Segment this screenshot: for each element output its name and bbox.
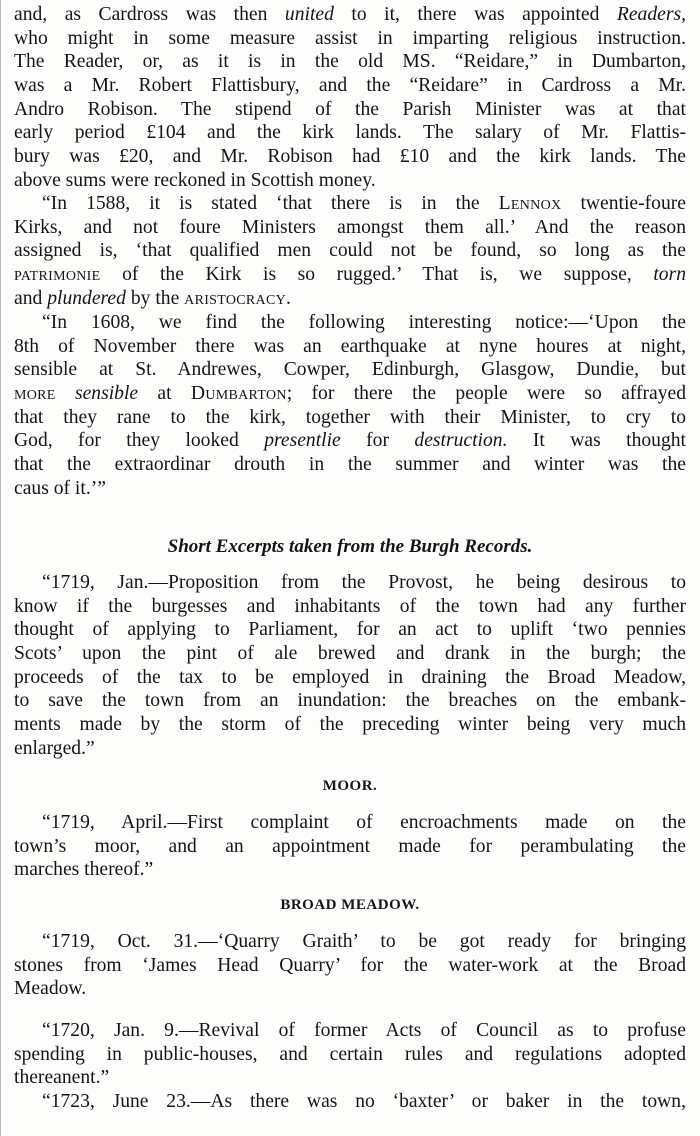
small-caps-text: more xyxy=(14,383,56,405)
text-line xyxy=(14,3,686,27)
text-run: ments made by the storm of the preceding winter being very much xyxy=(14,714,686,736)
text-line xyxy=(14,287,686,311)
text-run: above sums were reckoned in Scottish money. xyxy=(14,169,376,191)
text-run: Short Excerpts taken from the Burgh Records. xyxy=(167,536,533,557)
text-run: “1719, April.—First complaint of encroachments made on the xyxy=(42,812,686,833)
text-line xyxy=(14,595,686,619)
text-line xyxy=(14,811,686,835)
text-run: The Reader, or, as it is in the old MS. “Reidare,” in Dumbarton, xyxy=(14,51,686,73)
text-run: that they rane to the kirk, together with their Minister, to cry to xyxy=(14,406,686,428)
text-run: and, as Cardross was then xyxy=(14,4,285,25)
text-line xyxy=(14,311,686,335)
text-run: for xyxy=(340,430,415,452)
text-run: know if the burgesses and inhabitants of the town had any further xyxy=(14,595,686,617)
small-caps-text: aristocracy. xyxy=(184,287,292,309)
text-line xyxy=(14,858,686,882)
text-run: “1719, Oct. 31.—‘Quarry Graith’ to be got ready for bringing xyxy=(42,931,686,952)
text-line xyxy=(14,835,686,859)
paragraph-1719-oct xyxy=(14,930,686,1001)
text-line xyxy=(14,618,686,642)
text-line xyxy=(14,642,686,666)
text-run: “In 1588, it is stated ‘that there is in the xyxy=(42,193,499,214)
text-line xyxy=(14,713,686,737)
subheading-moor xyxy=(14,775,686,799)
italic-text: plundered xyxy=(47,287,126,309)
text-run: ; for there the people were so affrayed xyxy=(286,383,686,405)
text-line xyxy=(14,335,686,359)
paragraph-1720-jan xyxy=(14,1019,686,1090)
text-run: proceeds of the tax to be employed in draining the Broad Meadow, xyxy=(14,666,686,688)
paragraph-1719-jan xyxy=(14,571,686,761)
text-run: “1720, Jan. 9.—Revival of former Acts of Council as to profuse xyxy=(42,1020,686,1041)
text-run: to it, there was appointed xyxy=(333,4,617,25)
text-run: It was thought xyxy=(507,430,686,452)
text-run: “1723, June 23.—As there was no ‘baxter’ or baker in the town, xyxy=(42,1091,686,1112)
text-line xyxy=(14,775,686,799)
text-run: “In 1608, we find the following interesting notice:—‘Upon the xyxy=(42,312,686,333)
text-run: assigned is, ‘that qualified men could not be found, so long as the xyxy=(14,240,686,262)
italic-text: destruction. xyxy=(414,430,508,452)
paragraph-1719-april xyxy=(14,811,686,882)
text-line xyxy=(14,169,686,193)
text-line xyxy=(14,216,686,240)
text-run: BROAD MEADOW. xyxy=(280,897,420,913)
text-run: Andro Robison. The stipend of the Parish Minister was at that xyxy=(14,98,686,120)
italic-text: Readers, xyxy=(616,4,686,25)
text-line xyxy=(14,930,686,954)
text-line xyxy=(14,263,686,287)
text-run: early period £104 and the kirk lands. The salary of Mr. Flattis- xyxy=(14,122,686,144)
text-run: town’s moor, and an appointment made for perambulating the xyxy=(14,835,686,857)
italic-text: sensible xyxy=(74,383,139,405)
text-run: who might in some measure assist in imparting religious instruction. xyxy=(14,27,686,49)
italic-text: united xyxy=(284,4,334,25)
small-caps-text: Lennox xyxy=(498,193,562,214)
text-run xyxy=(56,383,75,404)
text-run: thought of applying to Parliament, for an act to uplift ‘two pennies xyxy=(14,619,686,641)
text-line xyxy=(14,453,686,477)
text-run: Meadow. xyxy=(14,978,87,1000)
text-run: Scots’ upon the pint of ale brewed and drank in the burgh; the xyxy=(14,643,686,665)
text-run: 8th of November there was an earthquake at nyne houres at night, xyxy=(14,335,686,357)
text-line xyxy=(14,977,686,1001)
text-line xyxy=(14,239,686,263)
text-run: by the xyxy=(125,287,185,309)
text-line xyxy=(14,737,686,761)
text-line xyxy=(14,27,686,51)
paragraph-1588 xyxy=(14,192,686,310)
scan-edge xyxy=(0,0,1,1136)
text-line xyxy=(14,1066,686,1090)
small-caps-text: Dumbarton xyxy=(190,383,287,405)
small-caps-text: patrimonie xyxy=(14,264,101,286)
text-line xyxy=(14,477,686,501)
paragraph-1723-june xyxy=(14,1090,686,1114)
text-run: was a Mr. Robert Flattisbury, and the “Reidare” in Cardross a Mr. xyxy=(14,75,686,97)
text-run: of the Kirk is so rugged.’ That is, we suppose, xyxy=(100,264,654,286)
text-line xyxy=(14,429,686,453)
text-line xyxy=(14,571,686,595)
text-line xyxy=(14,121,686,145)
text-run: marches thereof.” xyxy=(14,859,154,881)
text-run: to save the town from an inundation: the breaches on the embank- xyxy=(14,690,686,712)
text-line xyxy=(14,74,686,98)
italic-text: torn xyxy=(653,264,686,286)
text-line xyxy=(14,192,686,216)
text-line xyxy=(14,689,686,713)
text-run: “1719, Jan.—Proposition from the Provost, he being desirous to xyxy=(42,572,686,593)
italic-text: presentlie xyxy=(264,430,341,452)
text-line xyxy=(14,1090,686,1114)
text-run: God, for they looked xyxy=(14,430,265,452)
text-line xyxy=(14,382,686,406)
text-run: enlarged.” xyxy=(14,737,95,759)
text-line xyxy=(14,1043,686,1067)
text-run: that the extraordinar drouth in the summer and winter was the xyxy=(14,454,686,476)
text-line xyxy=(14,98,686,122)
text-run: sensible at St. Andrewes, Cowper, Edinburgh, Glasgow, Dundie, but xyxy=(14,359,686,381)
text-line xyxy=(14,1019,686,1043)
text-line xyxy=(14,145,686,169)
subheading-broad-meadow xyxy=(14,894,686,918)
text-run: bury was £20, and Mr. Robison had £10 and the kirk lands. The xyxy=(14,146,686,168)
text-line xyxy=(14,358,686,382)
text-run: at xyxy=(138,383,191,405)
text-line xyxy=(14,406,686,430)
text-run: thereanent.” xyxy=(14,1067,110,1089)
text-line xyxy=(14,894,686,918)
section-heading-burgh-records xyxy=(14,535,686,559)
text-run: Kirks, and not foure Ministers amongst them all.’ And the reason xyxy=(14,216,686,238)
text-run: MOOR. xyxy=(322,778,378,794)
text-line xyxy=(14,666,686,690)
paragraph-1608 xyxy=(14,311,686,501)
text-line xyxy=(14,50,686,74)
text-run: spending in public-houses, and certain rules and regulations adopted xyxy=(14,1043,686,1065)
text-line xyxy=(14,535,686,559)
text-run: stones from ‘James Head Quarry’ for the water-work at the Broad xyxy=(14,954,686,976)
text-run: twentie-foure xyxy=(561,193,686,214)
text-line xyxy=(14,954,686,978)
text-run: and xyxy=(14,287,48,309)
text-run: caus of it.’” xyxy=(14,477,106,499)
paragraph-readers xyxy=(14,3,686,193)
